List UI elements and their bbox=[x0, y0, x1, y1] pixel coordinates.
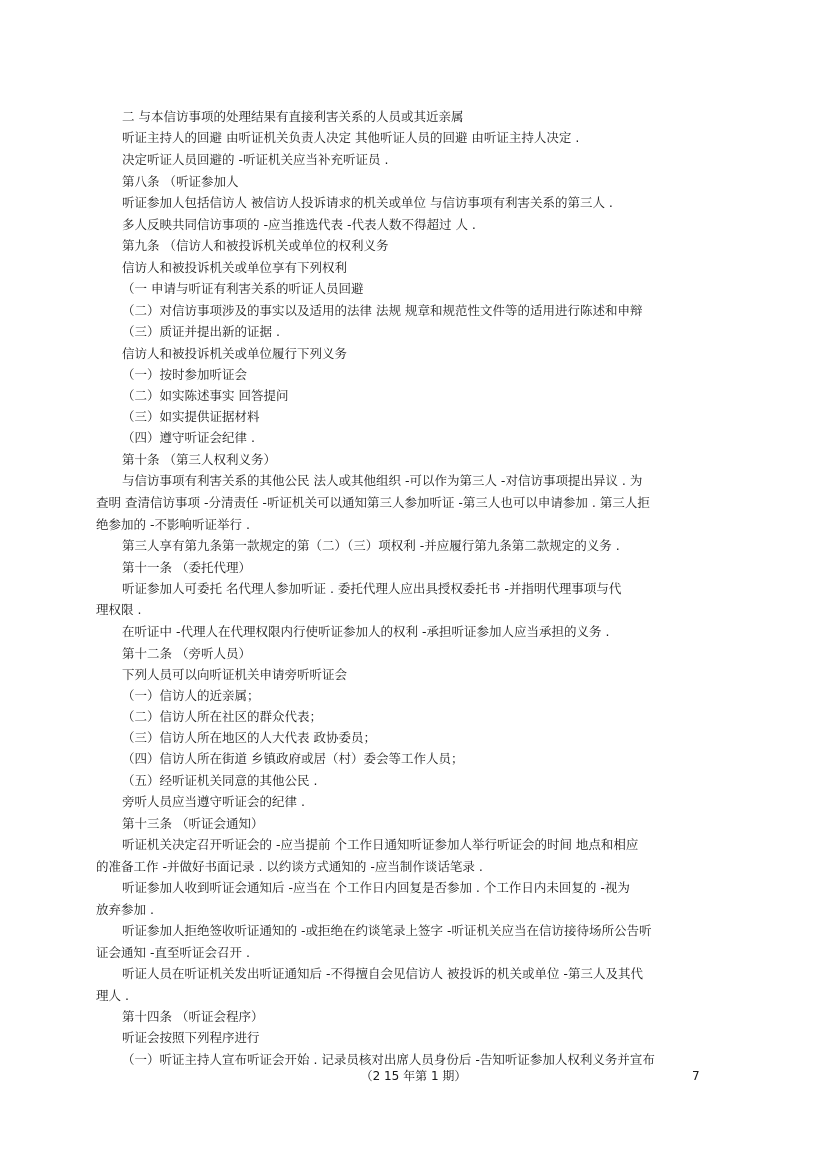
text-line: 二 与本信访事项的处理结果有直接利害关系的人员或其近亲属 bbox=[122, 109, 464, 124]
text-line: 绝参加的 -不影响听证举行 . bbox=[96, 517, 250, 532]
text-line: 决定听证人员回避的 -听证机关应当补充听证员 . bbox=[122, 152, 389, 167]
text-line: 第十三条 （听证会通知） bbox=[122, 816, 264, 831]
footer-issue: （2 15 年第 1 期） bbox=[360, 1069, 467, 1083]
text-line: 第十条 （第三人权利义务） bbox=[122, 452, 276, 467]
text-line: 查明 查清信访事项 -分清责任 -听证机关可以通知第三人参加听证 -第三人也可以申请参加 . 第三人拒 bbox=[96, 495, 650, 510]
text-line: （二）信访人所在社区的群众代表； bbox=[122, 709, 323, 724]
text-line: 与信访事项有利害关系的其他公民 法人或其他组织 -可以作为第三人 -对信访事项提出异议 . 为 bbox=[122, 473, 643, 488]
text-line: 第十二条 （旁听人员） bbox=[122, 646, 251, 661]
text-line: 听证主持人的回避 由听证机关负责人决定 其他听证人员的回避 由听证主持人决定 . bbox=[122, 130, 580, 145]
text-line: （三）如实提供证据材料 bbox=[122, 409, 260, 424]
text-line: 信访人和被投诉机关或单位享有下列权利 bbox=[122, 260, 348, 275]
text-line: 理人 . bbox=[96, 988, 129, 1003]
text-line: 放弃参加 . bbox=[96, 902, 154, 917]
text-line: （三）信访人所在地区的人大代表 政协委员； bbox=[122, 730, 376, 745]
text-line: 听证参加人收到听证会通知后 -应当在 个工作日内回复是否参加 . 个工作日内未回复的 -视为 bbox=[122, 880, 630, 895]
text-line: 第八条 （听证参加人 bbox=[122, 174, 239, 189]
text-line: 多人反映共同信访事项的 -应当推选代表 -代表人数不得超过 人 . bbox=[122, 217, 476, 232]
text-line: 听证会按照下列程序进行 bbox=[122, 1030, 260, 1045]
text-line: （五）经听证机关同意的其他公民 . bbox=[122, 773, 318, 788]
text-line: 听证机关决定召开听证会的 -应当提前 个工作日通知听证参加人举行听证会的时间 地点和相应 bbox=[122, 837, 639, 852]
text-line: （二）如实陈述事实 回答提问 bbox=[122, 388, 289, 403]
text-line: （二）对信访事项涉及的事实以及适用的法律 法规 规章和规范性文件等的适用进行陈述和申辩 bbox=[122, 303, 643, 318]
text-line: 第三人享有第九条第一款规定的第（二）（三）项权利 -并应履行第九条第二款规定的义务 . bbox=[122, 538, 620, 553]
text-line: 听证参加人拒绝签收听证通知的 -或拒绝在约谈笔录上签字 -听证机关应当在信访接待场所公告听 bbox=[122, 923, 652, 938]
text-line: 第十四条 （听证会程序） bbox=[122, 1009, 264, 1024]
text-line: 听证参加人可委托 名代理人参加听证 . 委托代理人应出具授权委托书 -并指明代理事项与代 bbox=[122, 581, 622, 596]
text-line: 在听证中 -代理人在代理权限内行使听证参加人的权利 -承担听证参加人应当承担的义务 . bbox=[122, 624, 610, 639]
text-line: （一）按时参加听证会 bbox=[122, 367, 248, 382]
text-line: （四）信访人所在街道 乡镇政府或居（村）委会等工作人员； bbox=[122, 751, 464, 766]
text-line: 旁听人员应当遵守听证会的纪律 . bbox=[122, 794, 305, 809]
text-line: （一）信访人的近亲属； bbox=[122, 688, 260, 703]
text-line: （三）质证并提出新的证据 . bbox=[122, 324, 280, 339]
text-line: 理权限 . bbox=[96, 602, 142, 617]
text-line: 第九条 （信访人和被投诉机关或单位的权利义务 bbox=[122, 238, 389, 253]
text-line: （一 申请与听证有利害关系的听证人员回避 bbox=[122, 281, 364, 296]
text-line: （四）遵守听证会纪律 . bbox=[122, 430, 255, 445]
text-line: （一）听证主持人宣布听证会开始 . 记录员核对出席人员身份后 -告知听证参加人权利义务并宣布 bbox=[122, 1052, 655, 1067]
text-line: 下列人员可以向听证机关申请旁听听证会 bbox=[122, 667, 348, 682]
text-line: 信访人和被投诉机关或单位履行下列义务 bbox=[122, 346, 348, 361]
page-number: 7 bbox=[692, 1069, 700, 1083]
text-line: 的准备工作 -并做好书面记录 . 以约谈方式通知的 -应当制作谈话笔录 . bbox=[96, 859, 483, 874]
text-line: 第十一条 （委托代理） bbox=[122, 560, 251, 575]
text-line: 听证人员在听证机关发出听证通知后 -不得擅自会见信访人 被投诉的机关或单位 -第三人及其代 bbox=[122, 966, 643, 981]
text-line: 听证参加人包括信访人 被信访人投诉请求的机关或单位 与信访事项有利害关系的第三人 . bbox=[122, 195, 613, 210]
text-line: 证会通知 -直至听证会召开 . bbox=[96, 945, 250, 960]
